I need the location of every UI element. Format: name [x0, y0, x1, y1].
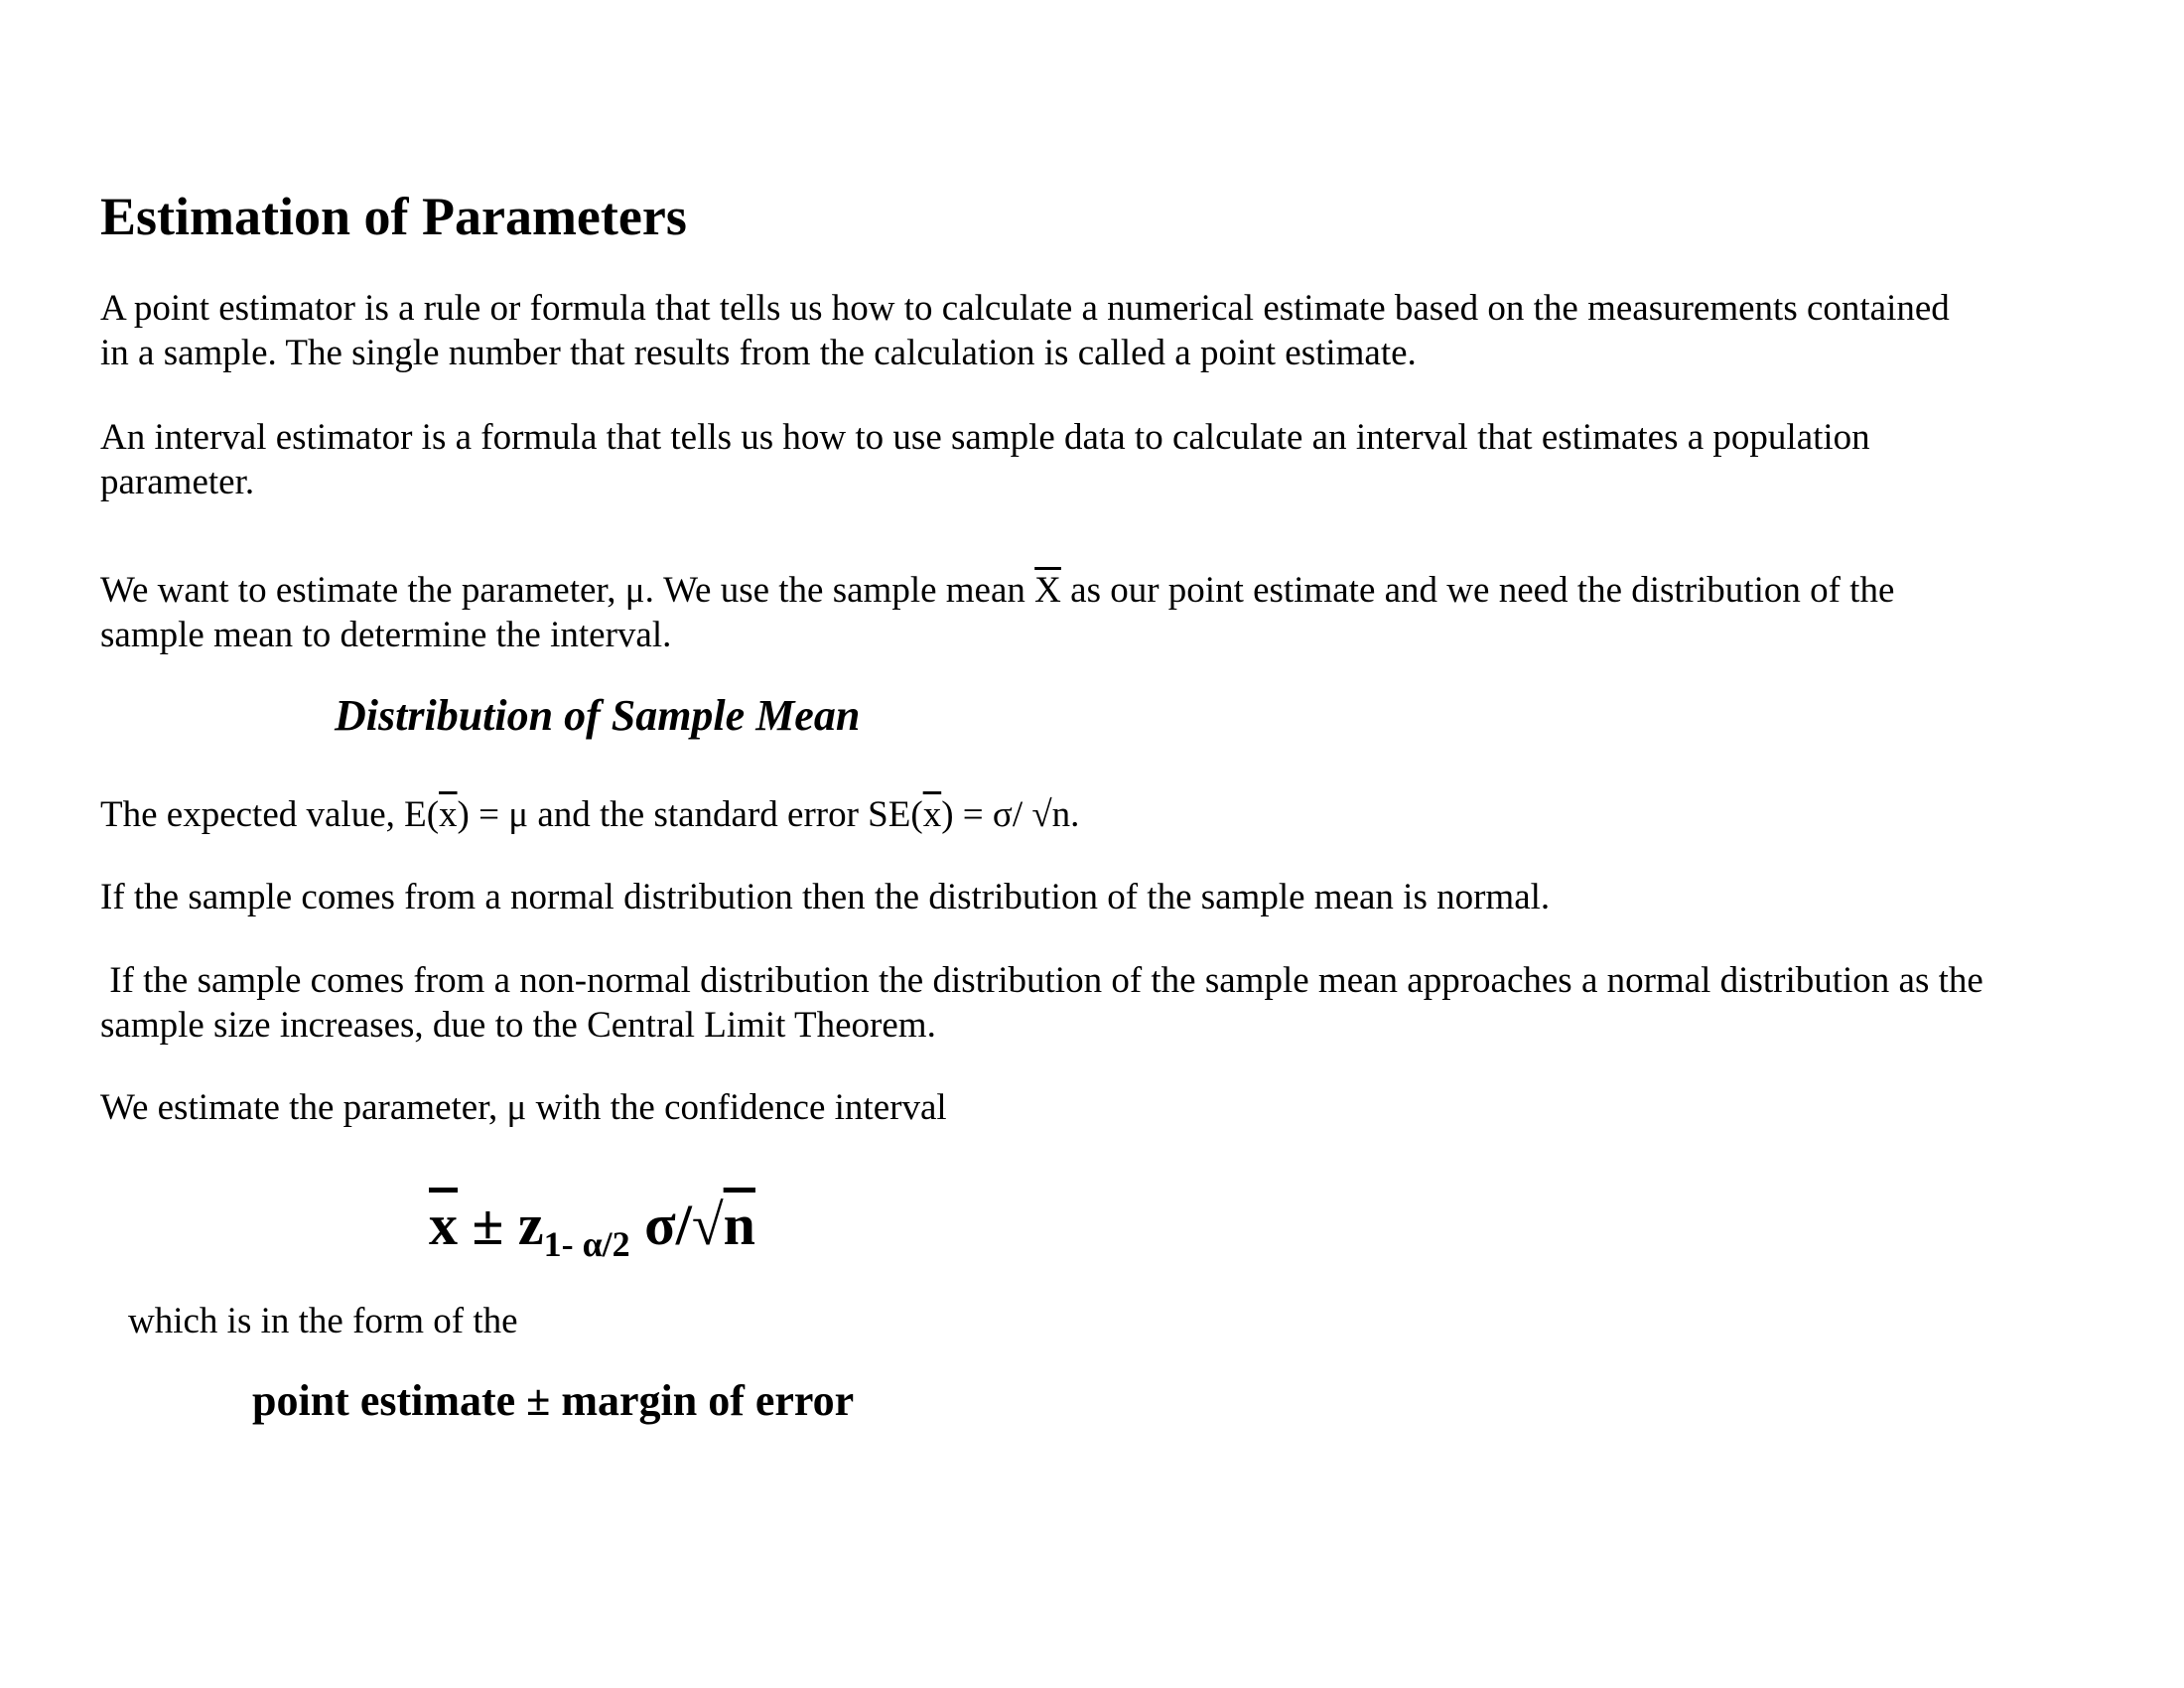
formula-pm-z: ± z: [458, 1193, 544, 1257]
expected-value-text-a: The expected value, E(: [100, 794, 440, 835]
clt-line-1: If the sample comes from a non-normal distribution the distribution of the sample mean approaches a normal distribution as the: [100, 960, 1983, 1001]
clt-line-2: sample size increases, due to the Central Limit Theorem.: [100, 1005, 936, 1046]
xbar-symbol-2: $\overline{x}$: [922, 794, 942, 835]
estimate-mu-text-b: as our point estimate and we need the distribution of the: [1060, 570, 1895, 611]
expected-value-text-b: ) = μ and the standard error SE(: [457, 794, 923, 835]
form-of-line: which is in the form of the: [128, 1301, 518, 1341]
interval-estimator-line-2: parameter.: [100, 462, 255, 502]
formula-sigma-sqrt: σ/√: [629, 1193, 724, 1257]
normal-distribution-line: If the sample comes from a normal distribution then the distribution of the sample mean is normal.: [100, 877, 1551, 917]
summary-formula: point estimate ± margin of error: [252, 1376, 855, 1425]
formula-n: n: [723, 1193, 755, 1257]
estimate-mu-line-1: [100, 568, 1894, 613]
interval-estimator-line-1: An interval estimator is a formula that tells us how to use sample data to calculate an interval that estimates a population: [100, 417, 1870, 458]
point-estimator-line-2: in a sample. The single number that results from the calculation is called a point estimate.: [100, 333, 1417, 373]
section-subheading: Distribution of Sample Mean: [335, 691, 861, 740]
page-title: Estimation of Parameters: [100, 187, 687, 246]
confidence-interval-formula: [429, 1192, 755, 1265]
estimate-mu-line-2: sample mean to determine the interval.: [100, 615, 672, 655]
xbar-symbol-1: $\overline{x}$: [439, 794, 458, 835]
formula-subscript: 1- α/2: [543, 1224, 630, 1264]
estimate-mu-text-a: We want to estimate the parameter, μ. We use the sample mean: [100, 570, 1035, 611]
expected-value-text-c: ) = σ/ √n.: [941, 794, 1080, 835]
confidence-interval-intro-line: We estimate the parameter, μ with the confidence interval: [100, 1087, 947, 1128]
expected-value-line: [100, 792, 1079, 837]
formula-xbar: $\overline{x}$: [429, 1193, 458, 1257]
point-estimator-line-1: A point estimator is a rule or formula that tells us how to calculate a numerical estimate based on the measurements contained: [100, 288, 1950, 329]
sample-mean-symbol: $\overline{X}$: [1034, 570, 1061, 611]
